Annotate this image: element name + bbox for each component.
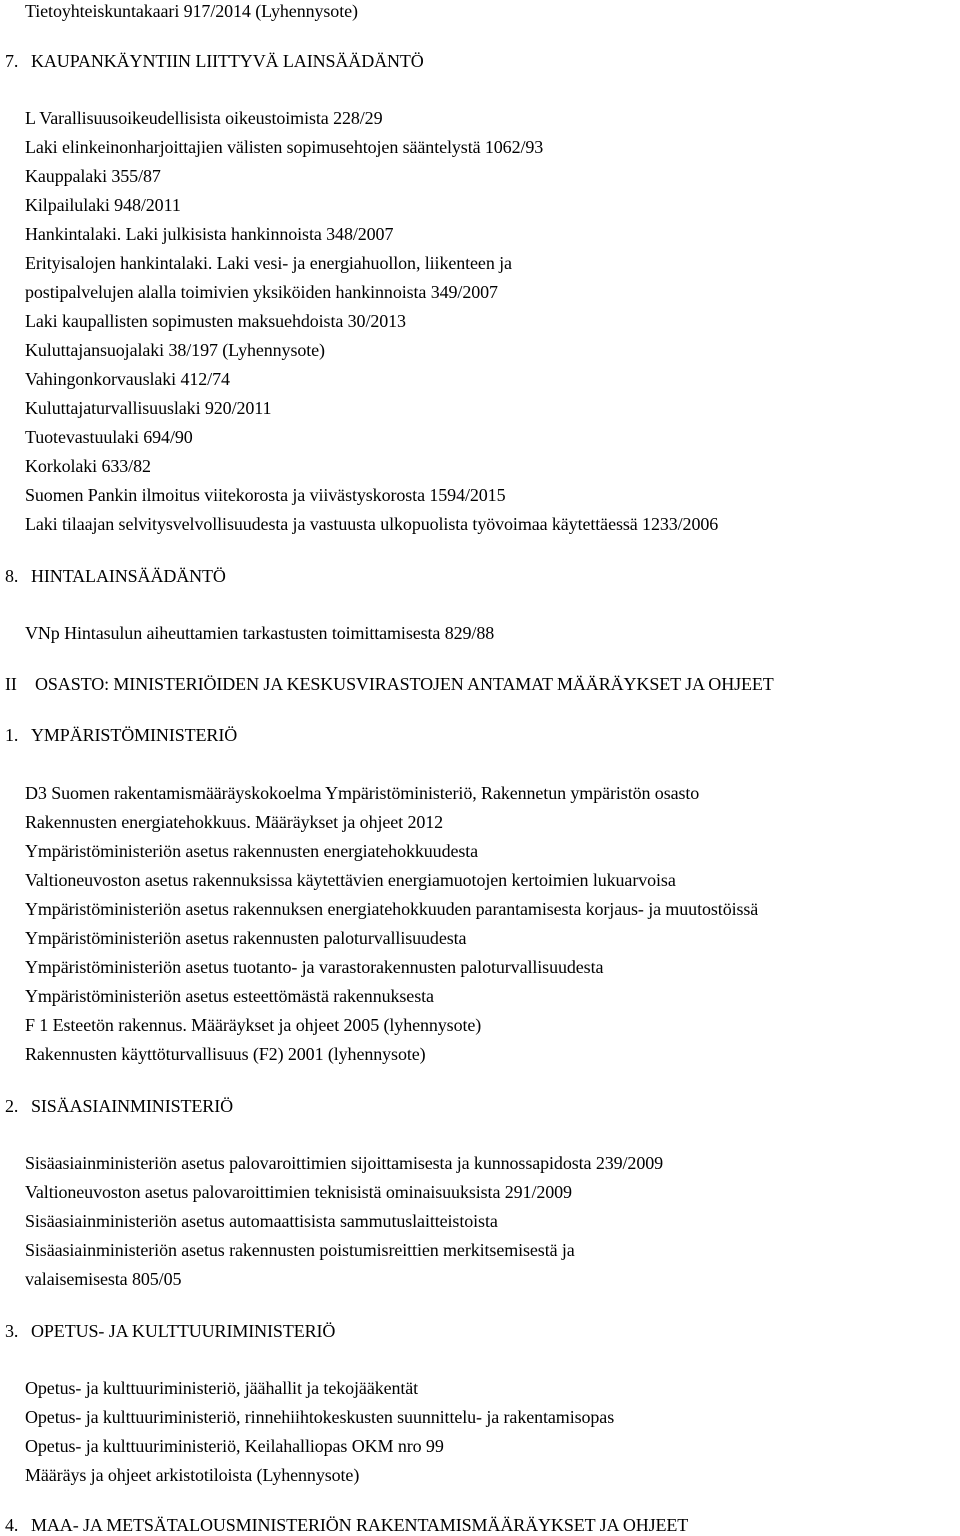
part-title: OSASTO: MINISTERIÖIDEN JA KESKUSVIRASTOJEN ANTAMAT MÄÄRÄYKSET JA OHJEET [35, 674, 774, 694]
list-item: Sisäasiainministeriön asetus palovaroittimien sijoittamisesta ja kunnossapidosta 239/2009 [25, 1153, 664, 1173]
section-number: 4. [5, 1515, 19, 1535]
subsection-2-heading [5, 1095, 233, 1117]
list-item: Määräys ja ohjeet arkistotiloista (Lyhennysote) [25, 1465, 360, 1485]
section-7-heading [5, 50, 424, 72]
list-item: Ympäristöministeriön asetus esteettömästä rakennuksesta [25, 986, 434, 1006]
list-item: valaisemisesta 805/05 [25, 1269, 182, 1289]
list-item: Kilpailulaki 948/2011 [25, 195, 181, 215]
list-item: Vahingonkorvauslaki 412/74 [25, 369, 230, 389]
list-item: Ympäristöministeriön asetus rakennusten energiatehokkuudesta [25, 841, 479, 861]
subsection-3-heading [5, 1320, 335, 1342]
list-item: Opetus- ja kulttuuriministeriö, Keilahalliopas OKM nro 99 [25, 1436, 444, 1456]
list-item: postipalvelujen alalla toimivien yksiköiden hankinnoista 349/2007 [25, 282, 498, 302]
list-item: Hankintalaki. Laki julkisista hankinnoista 348/2007 [25, 224, 394, 244]
list-item: Laki kaupallisten sopimusten maksuehdoista 30/2013 [25, 311, 406, 331]
part-2-heading [5, 673, 774, 695]
list-item: Ympäristöministeriön asetus rakennusten paloturvallisuudesta [25, 928, 467, 948]
subsection-1-heading [5, 724, 237, 746]
list-item: Kuluttajaturvallisuuslaki 920/2011 [25, 398, 272, 418]
list-item: Valtioneuvoston asetus rakennuksissa käytettävien energiamuotojen kertoimien lukuarvoisa [25, 870, 676, 890]
list-item: Sisäasiainministeriön asetus rakennusten poistumisreittien merkitsemisestä ja [25, 1240, 575, 1260]
list-item: Ympäristöministeriön asetus tuotanto- ja varastorakennusten paloturvallisuudesta [25, 957, 604, 977]
section-number: 2. [5, 1096, 19, 1116]
list-item: Laki elinkeinonharjoittajien välisten sopimusehtojen sääntelystä 1062/93 [25, 137, 544, 157]
section-title: OPETUS- JA KULTTUURIMINISTERIÖ [31, 1321, 336, 1341]
list-item: D3 Suomen rakentamismääräyskokoelma Ympäristöministeriö, Rakennetun ympäristön osasto [25, 783, 700, 803]
list-item: Laki tilaajan selvitysvelvollisuudesta ja vastuusta ulkopuolista työvoimaa käytettäessä 1233/2006 [25, 514, 719, 534]
list-item: Opetus- ja kulttuuriministeriö, jäähallit ja tekojääkentät [25, 1378, 419, 1398]
section-number: 3. [5, 1321, 19, 1341]
section-title: KAUPANKÄYNTIIN LIITTYVÄ LAINSÄÄDÄNTÖ [31, 51, 424, 71]
section-number: 1. [5, 725, 19, 745]
list-item: Opetus- ja kulttuuriministeriö, rinnehiihtokeskusten suunnittelu- ja rakentamisopas [25, 1407, 615, 1427]
list-item: Rakennusten energiatehokkuus. Määräykset ja ohjeet 2012 [25, 812, 444, 832]
section-number: 8. [5, 566, 19, 586]
list-item: Ympäristöministeriön asetus rakennuksen energiatehokkuuden parantamisesta korjaus- ja muutostöissä [25, 899, 759, 919]
section-title: HINTALAINSÄÄDÄNTÖ [31, 566, 226, 586]
part-number: II [5, 674, 17, 694]
list-item: Kuluttajansuojalaki 38/197 (Lyhennysote) [25, 340, 325, 360]
list-item: L Varallisuusoikeudellisista oikeustoimista 228/29 [25, 108, 383, 128]
list-item: VNp Hintasulun aiheuttamien tarkastusten toimittamisesta 829/88 [25, 623, 495, 643]
section-8-heading [5, 565, 226, 587]
list-item: Valtioneuvoston asetus palovaroittimien teknisistä ominaisuuksista 291/2009 [25, 1182, 572, 1202]
list-item: Suomen Pankin ilmoitus viitekorosta ja viivästyskorosta 1594/2015 [25, 485, 506, 505]
list-item: Sisäasiainministeriön asetus automaattisista sammutuslaitteistoista [25, 1211, 498, 1231]
list-item: F 1 Esteetön rakennus. Määräykset ja ohjeet 2005 (lyhennysote) [25, 1015, 482, 1035]
list-item: Tuotevastuulaki 694/90 [25, 427, 193, 447]
section-title: SISÄASIAINMINISTERIÖ [31, 1096, 234, 1116]
section-number: 7. [5, 51, 19, 71]
section-title: YMPÄRISTÖMINISTERIÖ [31, 725, 238, 745]
list-item: Korkolaki 633/82 [25, 456, 151, 476]
list-item: Rakennusten käyttöturvallisuus (F2) 2001 (lyhennysote) [25, 1044, 426, 1064]
list-item: Kauppalaki 355/87 [25, 166, 161, 186]
list-item: Erityisalojen hankintalaki. Laki vesi- ja energiahuollon, liikenteen ja [25, 253, 512, 273]
section-title: MAA- JA METSÄTALOUSMINISTERIÖN RAKENTAMISMÄÄRÄYKSET JA OHJEET [31, 1515, 689, 1535]
document-title: Tietoyhteiskuntakaari 917/2014 (Lyhennysote) [25, 1, 358, 21]
